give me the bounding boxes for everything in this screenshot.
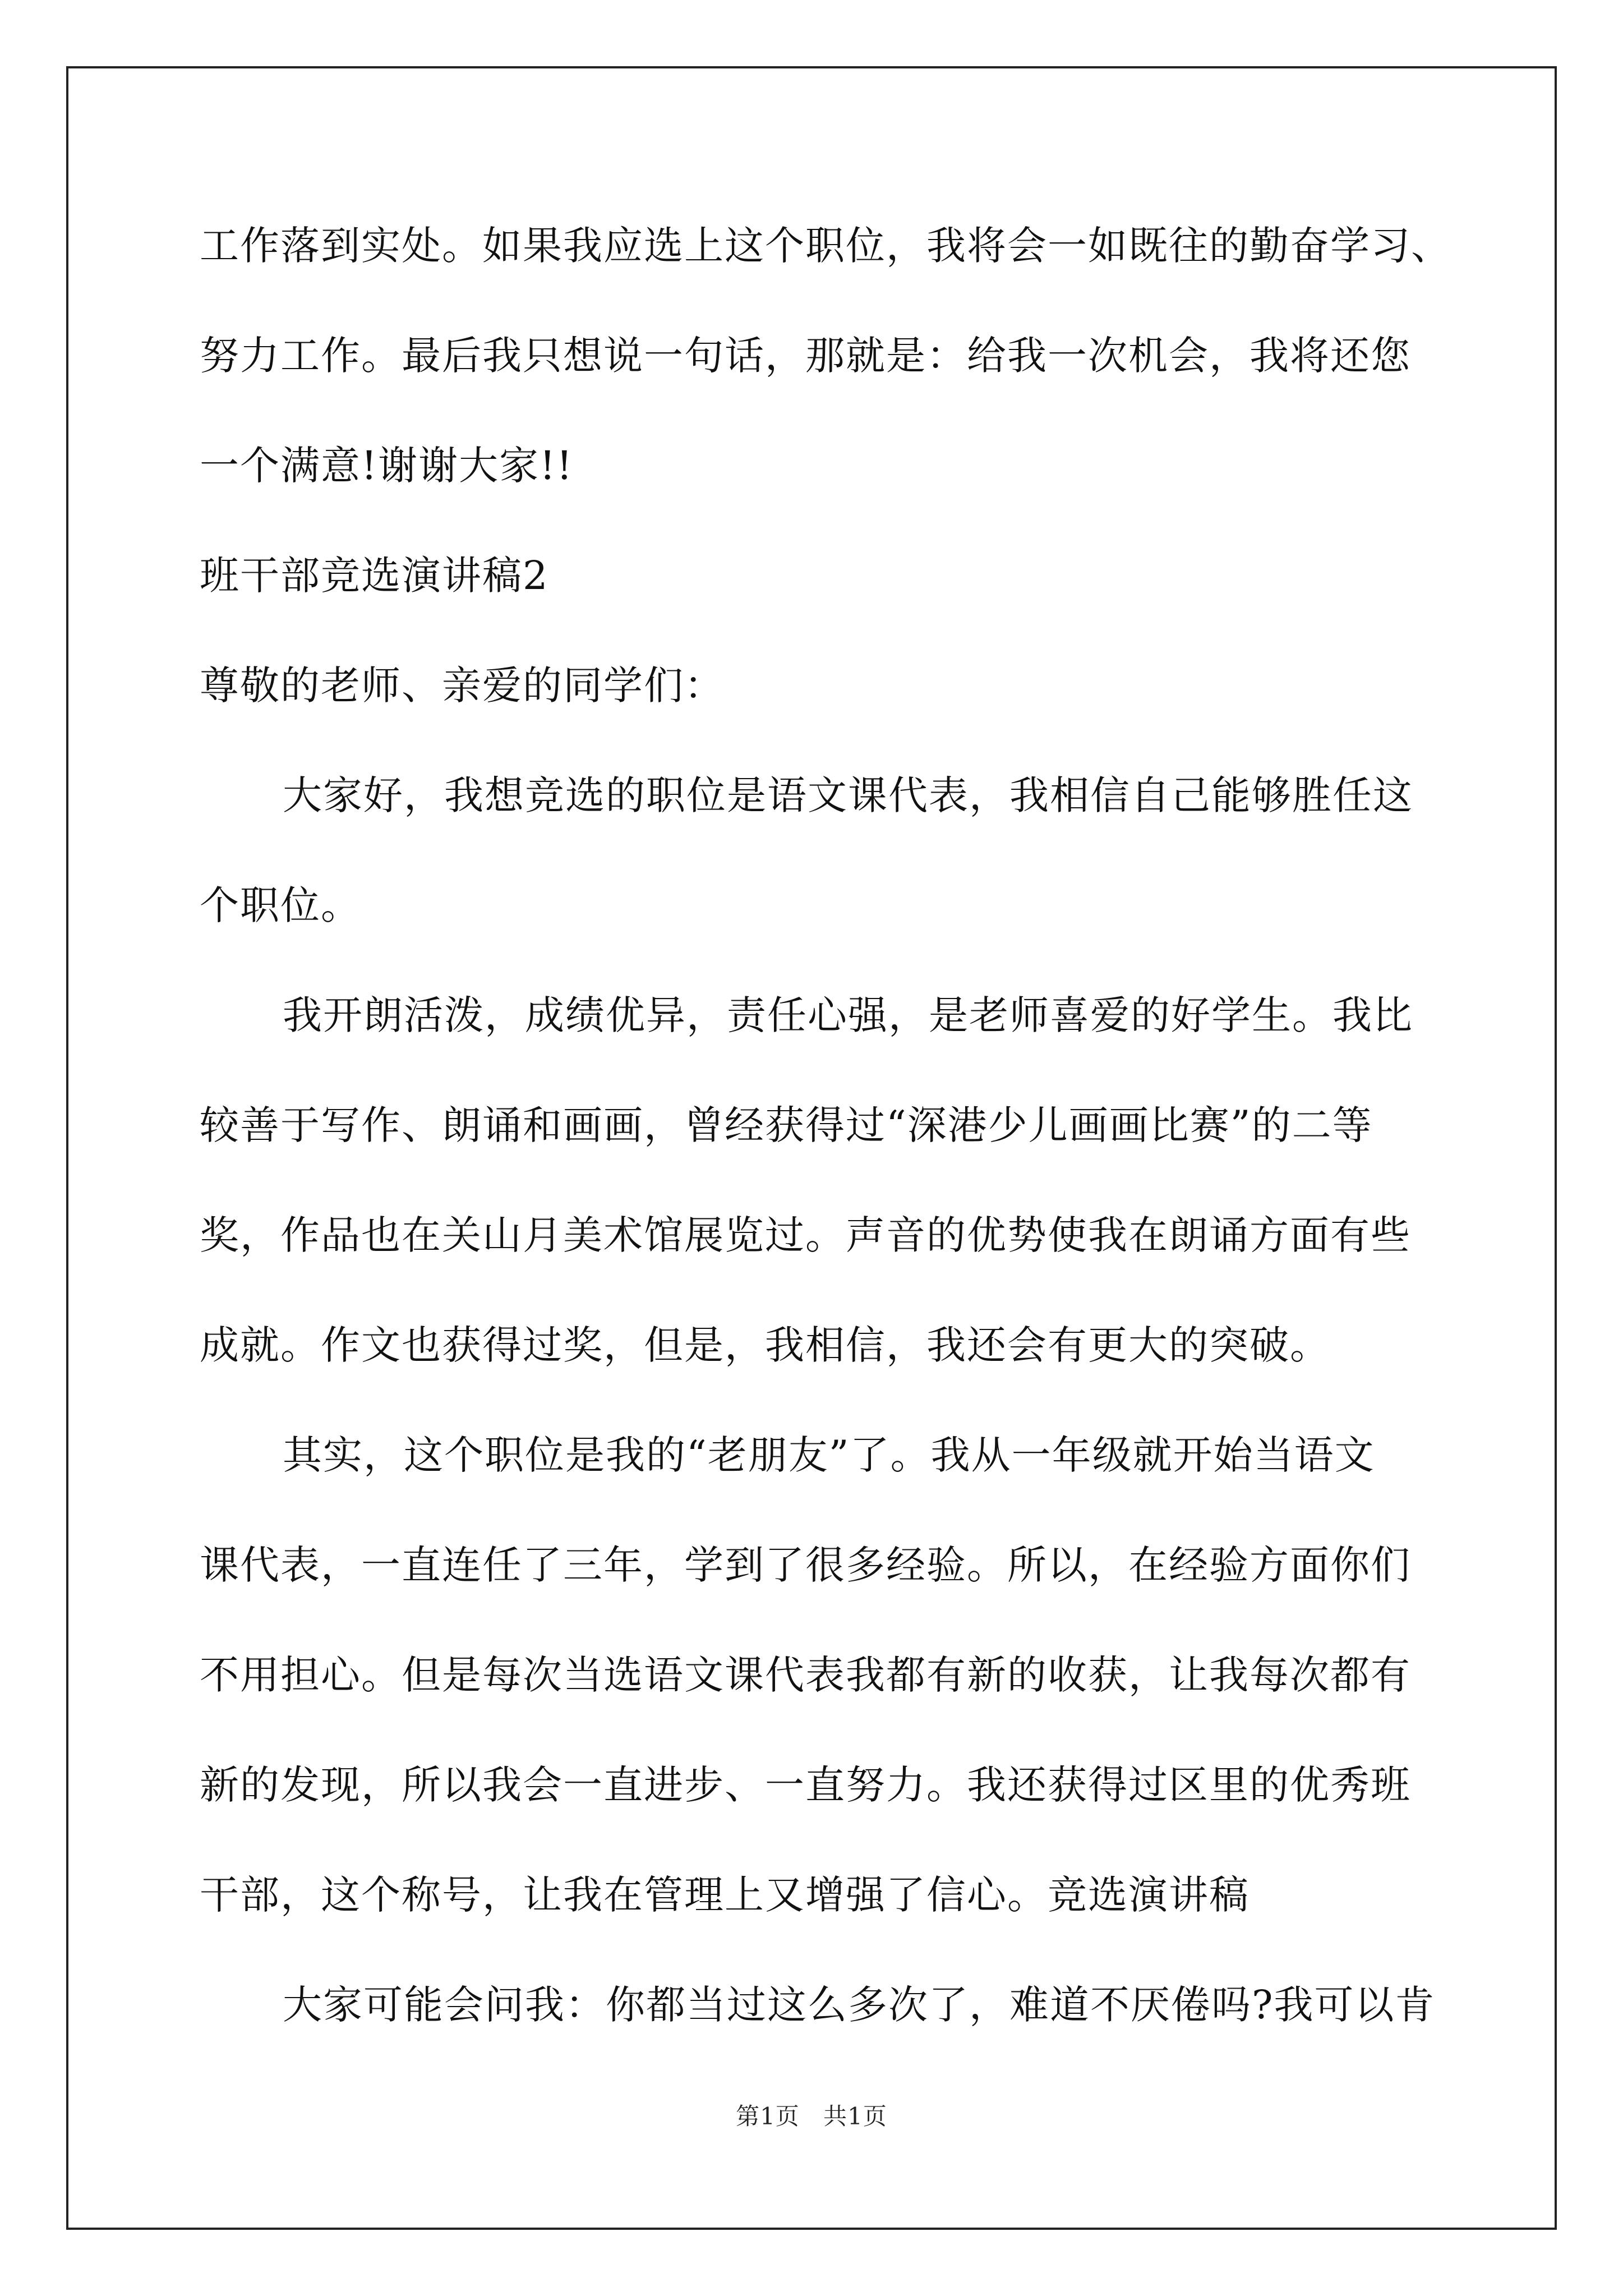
text-line: 较善于写作、朗诵和画画，曾经获得过“深港少儿画画比赛”的二等 [200, 1102, 1373, 1148]
text-line: 奖，作品也在关山月美术馆展览过。声音的优势使我在朗诵方面有些 [200, 1212, 1411, 1258]
text-line: 成就。作文也获得过奖，但是，我相信，我还会有更大的突破。 [200, 1322, 1330, 1368]
text-line: 工作落到实处。如果我应选上这个职位，我将会一如既往的勤奋学习、 [200, 223, 1451, 269]
paragraph-first-line: 大家可能会问我：你都当过这么多次了，难道不厌倦吗?我可以肯 [283, 1982, 1436, 2028]
text-line: 尊敬的老师、亲爱的同学们： [200, 662, 725, 708]
text-line: 干部，这个称号，让我在管理上又增强了信心。竞选演讲稿 [200, 1872, 1249, 1918]
page-total: 共1页 [823, 2102, 887, 2130]
text-line: 新的发现，所以我会一直进步、一直努力。我还获得过区里的优秀班 [200, 1762, 1411, 1808]
document-body [200, 191, 1451, 2060]
paragraph-first-line: 大家好，我想竞选的职位是语文课代表，我相信自己能够胜任这 [283, 772, 1413, 818]
paragraph-first-line: 其实，这个职位是我的“老朋友”了。我从一年级就开始当语文 [283, 1432, 1375, 1478]
text-line: 个职位。 [200, 882, 361, 928]
paragraph-first-line: 我开朗活泼，成绩优异，责任心强，是老师喜爱的好学生。我比 [283, 992, 1413, 1038]
text-line: 努力工作。最后我只想说一句话，那就是：给我一次机会，我将还您 [200, 333, 1411, 379]
text-line: 一个满意!谢谢大家!! [200, 443, 574, 489]
page-number: 第1页 [736, 2102, 800, 2130]
page-footer [0, 2098, 1623, 2132]
text-line: 课代表，一直连任了三年，学到了很多经验。所以，在经验方面你们 [200, 1542, 1411, 1588]
text-line: 班干部竞选演讲稿2 [200, 553, 549, 599]
text-line: 不用担心。但是每次当选语文课代表我都有新的收获，让我每次都有 [200, 1652, 1411, 1698]
